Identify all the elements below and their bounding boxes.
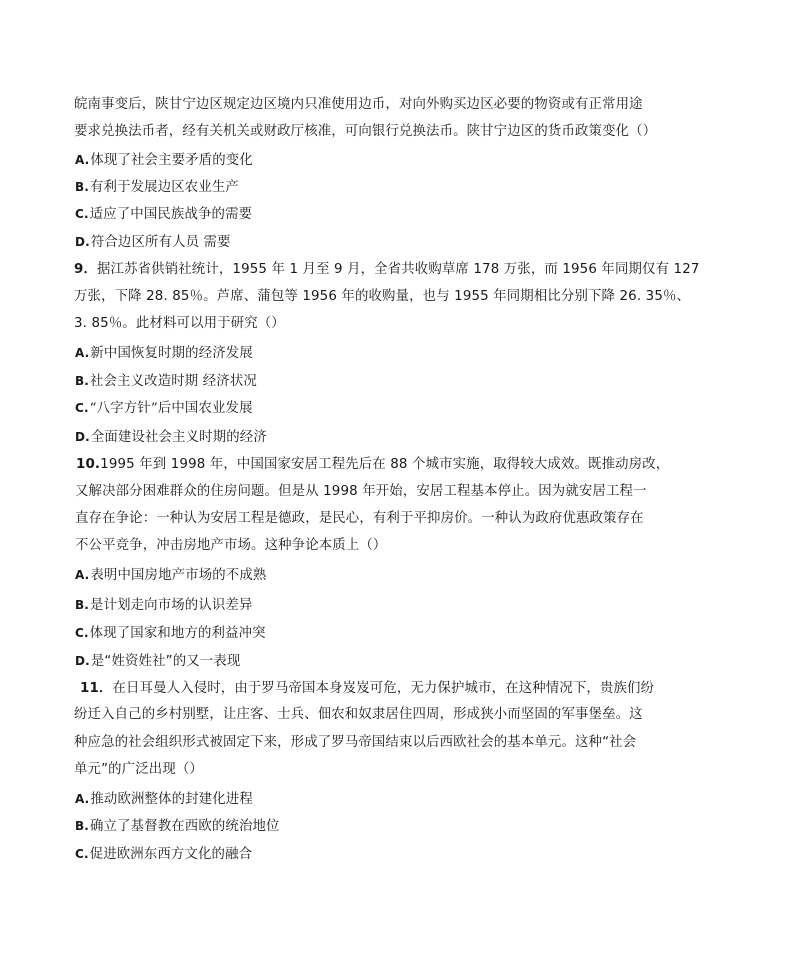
q11-option-b: [75, 816, 280, 837]
option-text: 是“姓资姓社”的又一表现: [90, 654, 241, 669]
option-text: 符合边区所有人员 需要: [90, 235, 231, 250]
q10-option-d: [75, 651, 240, 672]
option-text: 有利于发展边区农业生产: [90, 180, 239, 195]
option-key: D.: [75, 235, 90, 249]
q11-stem-line-1: [80, 679, 654, 699]
q11-stem-line-3: 种应急的社会组织形式被固定下来，形成了罗马帝国结束以后西欧社会的基本单元。这种“社会: [74, 735, 637, 750]
q9-option-d: [75, 427, 267, 448]
option-key: D.: [75, 430, 90, 444]
q10-stem-line-2: 又解决部分困难群众的住房问题。但是从 1998 年开始，安居工程基本停止。因为就安居工程一: [75, 484, 647, 499]
option-text: 推动欧洲整体的封建化进程: [90, 792, 253, 807]
option-key: A.: [75, 346, 90, 360]
question-number: 9．: [74, 262, 98, 277]
option-key: A.: [75, 568, 90, 582]
q8-option-a: [75, 150, 253, 171]
option-text: 适应了中国民族战争的需要: [89, 207, 253, 222]
option-key: B.: [75, 819, 90, 833]
q10-stem-line-3: 直存在争论：一种认为安居工程是德政，是民心，有利于平抑房价。一种认为政府优惠政策存在: [75, 511, 644, 526]
option-key: C.: [75, 626, 89, 640]
option-key: D.: [75, 654, 90, 668]
q9-option-c: [75, 398, 253, 419]
option-text: 新中国恢复时期的经济发展: [90, 346, 253, 361]
option-text: 是计划走向市场的认识差异: [90, 598, 253, 613]
option-key: A.: [75, 792, 90, 806]
option-key: C.: [75, 207, 89, 221]
option-text: 全面建设社会主义时期的经济: [90, 430, 267, 445]
q10-option-c: [75, 623, 266, 644]
q10-stem-line-1: [76, 455, 669, 475]
option-text: 体现了国家和地方的利益冲突: [89, 626, 266, 641]
option-key: B.: [75, 374, 90, 388]
q9-option-a: [75, 343, 253, 364]
option-text: 社会主义改造时期 经济状况: [90, 374, 257, 389]
q9-stem-line-3: 3. 85％。此材料可以用于研究（）: [74, 316, 285, 331]
q10-option-a: [75, 565, 266, 586]
option-key: A.: [75, 153, 90, 167]
q9-option-b: [75, 371, 257, 392]
option-text: 表明中国房地产市场的不成熟: [90, 568, 267, 583]
q10-stem-text: 1995 年到 1998 年，中国国家安居工程先后在 88 个城市实施，取得较大成效。既推动房改，: [100, 457, 670, 472]
question-number: 10.: [76, 457, 101, 472]
q8-option-b: [75, 177, 239, 198]
q11-stem-text: 在日耳曼人入侵时，由于罗马帝国本身岌岌可危，无力保护城市，在这种情况下，贵族们纷: [112, 681, 655, 696]
option-text: 确立了基督教在西欧的统治地位: [90, 819, 280, 834]
q8-option-d: [75, 232, 231, 253]
q9-stem-line-2: 万张，下降 28. 85％。芦席、蒲包等 1956 年的收购量，也与 1955 年同期相比分别下降 26. 35％、: [74, 289, 691, 304]
option-text: “八字方针”后中国农业发展: [89, 401, 253, 416]
q10-stem-line-4: 不公平竞争，冲击房地产市场。这种争论本质上（）: [75, 538, 387, 553]
option-key: B.: [75, 180, 90, 194]
q8-stem-line-1: 皖南事变后，陕甘宁边区规定边区境内只准使用边币，对向外购买边区必要的物资或有正常用途: [74, 97, 643, 112]
q11-stem-line-2: 纷迁入自己的乡村别墅，让庄客、士兵、佃农和奴隶居住四周，形成狭小而坚固的军事堡垒。这: [74, 707, 643, 722]
option-text: 促进欧洲东西方文化的融合: [89, 847, 253, 862]
option-key: B.: [75, 598, 90, 612]
q10-option-b: [75, 595, 253, 616]
question-number: 11．: [80, 681, 113, 696]
option-key: C.: [75, 401, 89, 415]
option-key: C.: [75, 847, 89, 861]
q9-stem-line-1: [74, 260, 700, 280]
q9-stem-text: 据江苏省供销社统计，1955 年 1 月至 9 月，全省共收购草席 178 万张，而 1956 年同期仅有 127: [97, 262, 700, 277]
q11-option-c: [75, 844, 252, 865]
option-text: 体现了社会主要矛盾的变化: [90, 153, 253, 168]
q8-option-c: [75, 204, 252, 225]
q11-option-a: [75, 789, 253, 810]
q11-stem-line-4: 单元”的广泛出现（）: [74, 762, 203, 777]
q8-stem-line-2: 要求兑换法币者，经有关机关或财政厅核准，可向银行兑换法币。陕甘宁边区的货币政策变化（）: [74, 124, 657, 139]
